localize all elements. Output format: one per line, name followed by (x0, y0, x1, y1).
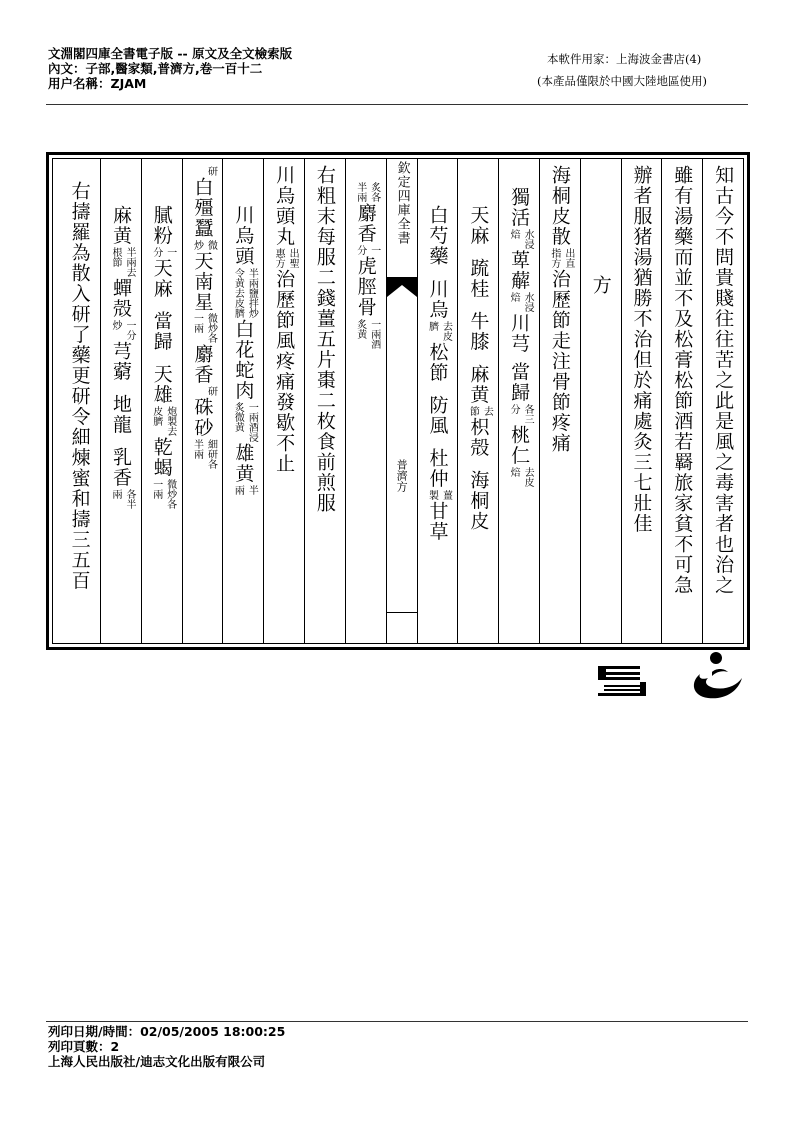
main-text: 芎藭 (109, 341, 132, 382)
main-text: 治歷節走注骨節疼痛 (548, 269, 571, 454)
page-frame (46, 152, 750, 650)
annotation-right: 各三 (522, 404, 534, 424)
main-text: 麝香 (191, 344, 214, 385)
annotation-right: 去皮 (522, 467, 534, 487)
text-column (222, 159, 263, 643)
spine-bottom-box (387, 612, 417, 643)
main-text: 乾蝎 (150, 437, 173, 478)
text-column (59, 159, 100, 643)
annotation-right: 水浸 (522, 229, 534, 249)
main-text: 白花蛇肉 (232, 318, 255, 401)
annotation (546, 248, 574, 268)
swirl-logo-icon (686, 652, 746, 702)
column-content (464, 165, 492, 532)
main-text: 天雄 (150, 364, 173, 405)
text-column (417, 159, 458, 643)
page-inner-frame (52, 158, 744, 644)
main-text: 天麻 (150, 258, 173, 299)
annotation-right: 一分 (123, 320, 135, 340)
annotation-right: 半兩去 (123, 247, 135, 277)
main-text: 麻黄 (467, 364, 490, 405)
annotation (148, 406, 176, 436)
text-column (141, 159, 182, 643)
main-text: 治歷節風疼痛發歇不止 (273, 269, 296, 474)
main-text: 川烏頭丸 (273, 165, 296, 247)
text-column (621, 159, 662, 643)
main-text: 硃砂 (191, 397, 214, 438)
annotation-right: 一 (368, 245, 380, 255)
text-columns (53, 159, 743, 643)
annotation-left: 一兩 (150, 479, 162, 499)
annotation-left: 炒 (191, 239, 203, 250)
text-column (498, 159, 539, 643)
print-page-count: 列印頁數：2 (48, 1039, 120, 1054)
annotation-right: 炙各 (368, 182, 380, 202)
column-content (229, 165, 257, 496)
annotation-left (189, 166, 203, 176)
annotation-left: 炙微黄 (232, 401, 244, 432)
annotation-left: 焙 (508, 467, 520, 477)
column-content (69, 165, 91, 591)
column-content (314, 165, 336, 514)
main-text: 枳殻 (467, 417, 490, 458)
header-left (48, 46, 292, 91)
annotation-left: 節 (467, 406, 479, 416)
main-text: 蟬殻 (109, 278, 132, 319)
book-spine-column (386, 159, 417, 643)
main-text: 膩粉 (150, 205, 173, 246)
header-username: 用户名稱：ZJAM (48, 76, 147, 91)
annotation (189, 313, 217, 343)
annotation (189, 386, 217, 396)
annotation (464, 406, 492, 416)
annotation-left: 一兩 (191, 313, 203, 333)
main-text: 海桐皮 (467, 470, 490, 532)
annotation-left: 炒 (109, 320, 121, 330)
annotation-left: 焙 (508, 229, 520, 239)
print-datetime: 列印日期/時間：02/05/2005 18:00:25 (48, 1024, 286, 1039)
annotation-right: 研 (205, 166, 217, 176)
annotation-left: 臍 (426, 320, 438, 331)
annotation (189, 166, 217, 176)
annotation-right: 半 (246, 484, 258, 495)
annotation (352, 319, 380, 349)
annotation (189, 439, 217, 469)
main-text: 辦者服猪湯猶勝不治但於痛處灸三七壯佳 (630, 165, 653, 534)
annotation (107, 247, 135, 277)
main-text: 右擣羅為散入研了藥更研令細煉蜜和擣三五百 (68, 181, 91, 591)
main-text: 獨活 (508, 187, 531, 228)
annotation-left: 製 (426, 489, 438, 500)
spine-chapter-text: 普濟方 (395, 459, 409, 492)
annotation (148, 479, 176, 509)
main-text: 桃仁 (508, 425, 531, 466)
main-text: 杜仲 (426, 447, 449, 489)
annotation-right: 出聖 (287, 248, 299, 268)
fishtail-mark (387, 277, 417, 297)
main-text: 川烏 (426, 278, 449, 320)
header-divider (46, 104, 748, 105)
annotation (229, 268, 257, 318)
annotation (505, 229, 533, 249)
publisher: 上海人民出版社/迪志文化出版有限公司 (48, 1054, 266, 1069)
main-text: 雄黄 (232, 442, 255, 484)
text-column (661, 159, 702, 643)
column-content (107, 165, 135, 510)
text-column (580, 159, 621, 643)
main-text: 虎脛骨 (354, 256, 377, 318)
annotation (189, 240, 217, 250)
column-content (631, 165, 653, 534)
main-text: 白殭蠶 (191, 177, 214, 239)
footer-divider (46, 1021, 748, 1022)
annotation-right: 水浸 (522, 292, 534, 312)
annotation-left: 皮臍 (150, 406, 162, 426)
text-column (100, 159, 141, 643)
column-content (590, 165, 612, 296)
header-title: 文淵閣四庫全書電子版 -- 原文及全文檢索版 (48, 46, 293, 61)
column-content (505, 165, 533, 488)
column-content (546, 165, 574, 454)
column-content (270, 165, 298, 474)
annotation-right: 去 (481, 406, 493, 416)
text-column (345, 159, 386, 643)
column-content (148, 165, 176, 510)
spine-chapter (387, 459, 417, 492)
column-content (189, 165, 217, 470)
annotation-left: 分 (150, 247, 162, 257)
annotation (229, 402, 257, 442)
annotation-left: 指方 (548, 248, 560, 268)
annotation (107, 320, 135, 340)
main-text: 甘草 (426, 500, 449, 542)
footer (48, 1024, 285, 1069)
annotation-left: 兩 (232, 484, 244, 495)
annotation-right: 研 (205, 386, 217, 396)
annotation-left: 兩 (109, 489, 121, 499)
text-column (263, 159, 304, 643)
main-text: 方 (589, 275, 612, 296)
main-text: 天南星 (191, 250, 214, 312)
annotation (424, 490, 452, 500)
annotation-left: 令黄去皮臍 (232, 267, 244, 318)
annotation (148, 247, 176, 257)
annotation-left: 根節 (109, 247, 121, 267)
annotation-left: 半兩 (191, 439, 203, 459)
main-text: 䟽桂 (467, 258, 490, 299)
annotation-right: 各半 (123, 489, 135, 509)
spine-title-text: 欽定四庫全書 (394, 161, 410, 245)
text-column (457, 159, 498, 643)
main-text: 麻黄 (109, 205, 132, 246)
main-text: 牛膝 (467, 311, 490, 352)
spine-book-title (387, 159, 417, 278)
annotation-left: 半兩 (354, 182, 366, 202)
annotation (505, 467, 533, 487)
annotation-right: 出直 (562, 248, 574, 268)
annotation (352, 182, 380, 202)
text-column (539, 159, 580, 643)
main-text: 乳香 (109, 447, 132, 488)
annotation-right: 一兩酒浸 (246, 401, 258, 442)
text-column (304, 159, 345, 643)
book-stack-logo-icon (594, 664, 650, 698)
annotation-right: 炮製去 (164, 406, 176, 436)
main-text: 地龍 (109, 394, 132, 435)
annotation (352, 245, 380, 255)
column-content (712, 165, 734, 596)
annotation (270, 248, 298, 268)
main-text: 知古今不問貴賤往往苦之此是風之毒害者也治之 (712, 165, 735, 596)
header-licensee: 本軟件用家：上海波金書店(4) (547, 52, 702, 66)
text-column (182, 159, 223, 643)
column-content (671, 165, 693, 596)
main-text: 當歸 (508, 362, 531, 403)
annotation-right: 微炒各 (164, 479, 176, 509)
annotation-left (189, 386, 203, 396)
annotation (424, 321, 452, 341)
annotation-right: 去皮 (440, 320, 452, 341)
column-content (424, 165, 452, 542)
main-text: 雖有湯藥而並不及松膏松節酒若羇旅家貧不可急 (671, 165, 694, 596)
annotation-left: 炙黄 (354, 318, 366, 339)
annotation-right: 細研各 (205, 439, 217, 469)
header-content-path: 內文：子部,醫家類,普濟方,卷一百十二 (48, 61, 263, 76)
main-text: 天麻 (467, 205, 490, 246)
main-text: 松節 (426, 341, 449, 383)
annotation-left: 焙 (508, 292, 520, 302)
annotation-right: 微 (205, 239, 217, 250)
main-text: 白芍藥 (426, 205, 449, 267)
main-text: 麝香 (354, 203, 377, 244)
main-text: 川芎 (508, 313, 531, 354)
annotation-left: 分 (508, 404, 520, 414)
annotation-right: 微炒各 (205, 313, 217, 343)
text-column (702, 159, 743, 643)
main-text: 海桐皮散 (548, 165, 571, 247)
main-text: 萆薢 (508, 250, 531, 291)
column-content (352, 165, 380, 350)
annotation-right: 一 (164, 247, 176, 257)
main-text: 防風 (426, 394, 449, 436)
annotation (107, 489, 135, 509)
header-right (537, 48, 707, 92)
annotation (505, 292, 533, 312)
annotation-right: 一兩酒 (368, 318, 380, 349)
annotation (505, 404, 533, 424)
main-text: 當歸 (150, 311, 173, 352)
main-text: 右粗末每服二錢薑五片棗二枚食前煎服 (313, 165, 336, 514)
annotation-left: 分 (354, 245, 366, 255)
annotation-right: 半兩鹽拌炒 (246, 267, 258, 318)
annotation (229, 485, 257, 495)
annotation-right: 薑 (440, 489, 452, 500)
header-region-notice: (本產品僅限於中國大陸地區使用) (537, 74, 707, 88)
annotation-left: 惠方 (273, 248, 285, 268)
main-text: 川烏頭 (232, 205, 255, 267)
